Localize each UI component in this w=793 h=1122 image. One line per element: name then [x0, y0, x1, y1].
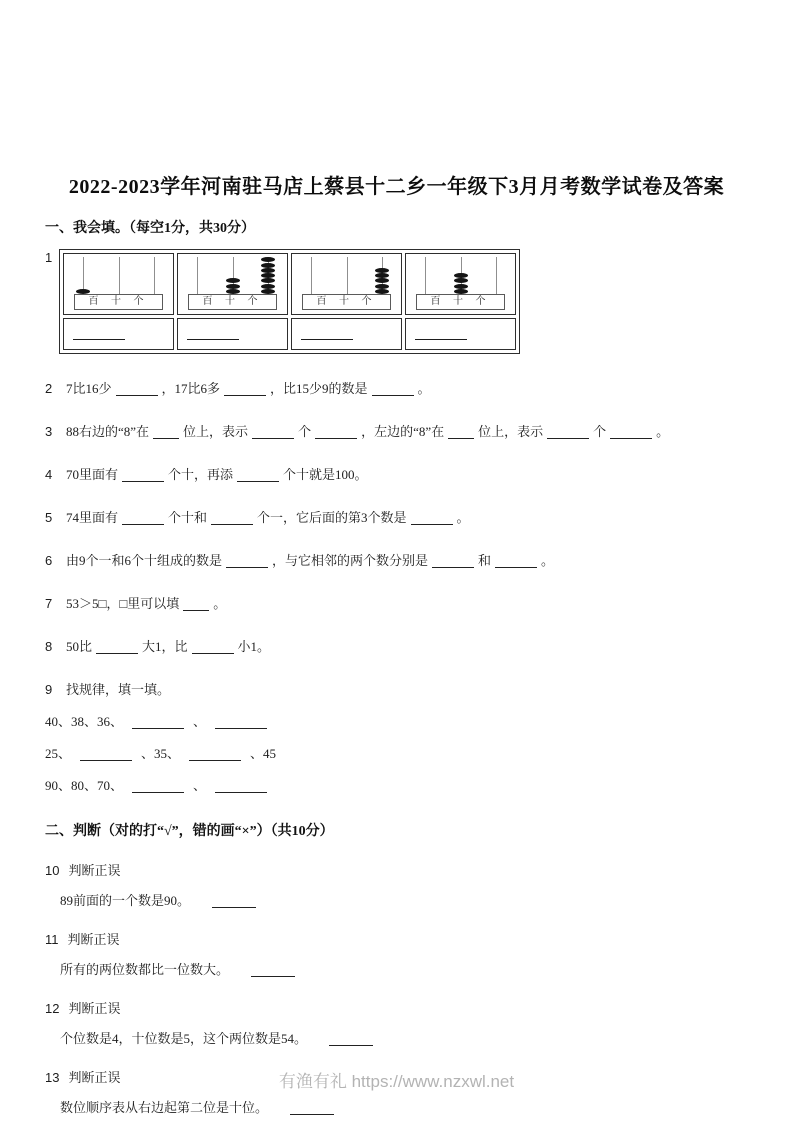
question-text: 88右边的“8”在 [66, 424, 150, 439]
sequence-text: 、35、 [141, 746, 181, 761]
judge-label: 判断正误 [68, 863, 121, 878]
abacus-place-labels: 百 十 个 [188, 294, 277, 310]
question-text: 大1，比 [142, 639, 188, 654]
answer-blank [329, 1033, 373, 1046]
abacus-bead [261, 257, 275, 262]
abacus-bead [454, 284, 468, 289]
question-number: 11 [45, 932, 59, 947]
answer-blank [411, 512, 453, 525]
answer-blank [132, 780, 184, 793]
question-8 [45, 636, 753, 655]
question-1 [45, 249, 753, 354]
answer-blank [80, 748, 132, 761]
abacus-bead [454, 289, 468, 294]
answer-blank [122, 512, 164, 525]
question-text: 74里面有 [66, 510, 119, 525]
abacus-bead [261, 268, 275, 273]
answer-blank [372, 383, 414, 396]
question-text: 。 [456, 510, 470, 525]
answer-blank [153, 426, 179, 439]
question-number: 13 [45, 1070, 60, 1085]
question-number: 4 [45, 467, 53, 482]
abacus-cell [177, 253, 288, 315]
answer-blank [132, 716, 184, 729]
sequence-line-3 [45, 775, 753, 794]
abacus-rod-hundreds [425, 257, 426, 294]
abacus-cell [63, 253, 174, 315]
abacus-figure [178, 254, 287, 314]
judge-statement: 数位顺序表从右边起第二位是十位。 [60, 1100, 269, 1115]
answer-blank [495, 555, 537, 568]
question-text: 70里面有 [66, 467, 119, 482]
question-text: 个一，它后面的第3个数是 [257, 510, 407, 525]
answer-blank [301, 339, 353, 340]
answer-blank [224, 383, 266, 396]
abacus-place-labels: 百 十 个 [416, 294, 505, 310]
question-12 [45, 998, 753, 1047]
judge-statement: 个位数是4，十位数是5，这个两位数是54。 [60, 1031, 308, 1046]
question-text: 53＞5□，□里可以填 [66, 596, 180, 611]
page-title: 2022-2023学年河南驻马店上蔡县十二乡一年级下3月月考数学试卷及答案 [68, 176, 725, 198]
question-number: 1 [45, 250, 53, 265]
question-7 [45, 593, 753, 612]
question-number: 5 [45, 510, 53, 525]
question-text: ，比15少9的数是 [270, 381, 368, 396]
abacus-rod-tens [347, 257, 348, 294]
abacus-place-labels: 百 十 个 [74, 294, 163, 310]
answer-cell [291, 318, 402, 350]
sequence-line-1 [45, 711, 753, 730]
question-text: 找规律，填一填。 [66, 682, 171, 697]
question-text: 小1。 [237, 639, 271, 654]
question-text: 个十就是100。 [283, 467, 368, 482]
question-text: 。 [417, 381, 431, 396]
abacus-cell [405, 253, 516, 315]
answer-blank [116, 383, 158, 396]
sequence-text: 40、38、36、 [45, 714, 124, 729]
abacus-bead [226, 289, 240, 294]
question-4 [45, 464, 753, 483]
question-text: 和 [478, 553, 492, 568]
question-text: 个十和 [168, 510, 208, 525]
abacus-place-labels: 百 十 个 [302, 294, 391, 310]
abacus-bead [454, 273, 468, 278]
watermark-footer: 有渔有礼 https://www.nzxwl.net [278, 1072, 515, 1091]
question-text: 位上，表示 [478, 424, 544, 439]
answer-blank [187, 339, 239, 340]
abacus-rod-tens [119, 257, 120, 294]
answer-blank [448, 426, 474, 439]
question-text: 个十，再添 [168, 467, 234, 482]
answer-blank [96, 641, 138, 654]
sequence-line-2 [45, 743, 753, 762]
abacus-bead [226, 278, 240, 283]
answer-row [63, 318, 516, 350]
abacus-bead [375, 268, 389, 273]
question-9 [45, 679, 753, 698]
question-text: 位上，表示 [183, 424, 249, 439]
answer-blank [547, 426, 589, 439]
question-text: 。 [656, 424, 670, 439]
judge-statement-line [45, 1097, 753, 1116]
answer-cell [177, 318, 288, 350]
answer-blank [189, 748, 241, 761]
question-text: 个 [593, 424, 607, 439]
sequence-text: 、 [193, 778, 207, 793]
abacus-bead [375, 289, 389, 294]
question-text: 由9个一和6个十组成的数是 [66, 553, 223, 568]
question-number: 6 [45, 553, 53, 568]
abacus-bead [226, 284, 240, 289]
judge-statement: 所有的两位数都比一位数大。 [60, 962, 230, 977]
judge-label-line [45, 929, 753, 948]
question-text: ，与它相邻的两个数分别是 [272, 553, 429, 568]
question-6 [45, 550, 753, 569]
question-text: 50比 [66, 639, 93, 654]
answer-blank [432, 555, 474, 568]
abacus-bead [375, 284, 389, 289]
answer-blank [252, 426, 294, 439]
answer-blank [183, 598, 209, 611]
question-text: ，17比6多 [161, 381, 221, 396]
answer-blank [122, 469, 164, 482]
question-5 [45, 507, 753, 526]
answer-blank [211, 512, 253, 525]
section2-header: 二、判断（对的打“√”，错的画“×”）（共10分） [45, 824, 334, 839]
question-number: 10 [45, 863, 60, 878]
abacus-bead [261, 273, 275, 278]
judge-label-line [45, 860, 753, 879]
judge-statement-line [45, 959, 753, 978]
sequence-text: 90、80、70、 [45, 778, 124, 793]
question-text: 。 [213, 596, 227, 611]
question-text: 。 [541, 553, 555, 568]
abacus-row [63, 253, 516, 315]
judge-label: 判断正误 [68, 1070, 121, 1085]
answer-blank [415, 339, 467, 340]
question-number: 9 [45, 682, 53, 697]
abacus-bead [261, 263, 275, 268]
question-number: 7 [45, 596, 53, 611]
answer-blank [192, 641, 234, 654]
abacus-rod-hundreds [197, 257, 198, 294]
abacus-figure [292, 254, 401, 314]
answer-blank [212, 895, 256, 908]
judge-label: 判断正误 [68, 1001, 121, 1016]
question-2 [45, 378, 753, 397]
question-1-table [59, 249, 520, 354]
sequence-text: 、45 [250, 746, 277, 761]
answer-cell [63, 318, 174, 350]
abacus-figure [64, 254, 173, 314]
abacus-bead [76, 289, 90, 294]
question-text: 7比16少 [66, 381, 112, 396]
answer-blank [226, 555, 268, 568]
section1-header: 一、我会填。（每空1分，共30分） [45, 221, 255, 236]
answer-blank [215, 780, 267, 793]
question-number: 8 [45, 639, 53, 654]
exam-content [0, 217, 793, 1116]
abacus-bead [261, 278, 275, 283]
question-text: ，左边的“8”在 [361, 424, 445, 439]
answer-cell [405, 318, 516, 350]
abacus-rod-ones [154, 257, 155, 294]
judge-statement-line [45, 1028, 753, 1047]
abacus-rod-hundreds [311, 257, 312, 294]
abacus-bead [454, 278, 468, 283]
answer-blank [251, 964, 295, 977]
answer-blank [610, 426, 652, 439]
abacus-bead [261, 289, 275, 294]
judge-statement: 89前面的一个数是90。 [60, 893, 191, 908]
question-number: 3 [45, 424, 53, 439]
sequence-text: 、 [193, 714, 207, 729]
answer-blank [215, 716, 267, 729]
sequence-text: 25、 [45, 746, 72, 761]
answer-blank [237, 469, 279, 482]
question-10 [45, 860, 753, 909]
abacus-rod-ones [496, 257, 497, 294]
question-number: 12 [45, 1001, 60, 1016]
judge-statement-line [45, 890, 753, 909]
abacus-bead [375, 278, 389, 283]
question-11 [45, 929, 753, 978]
answer-blank [290, 1102, 334, 1115]
question-3 [45, 421, 753, 440]
abacus-cell [291, 253, 402, 315]
judge-label: 判断正误 [67, 932, 120, 947]
judge-label-line [45, 998, 753, 1017]
abacus-bead [261, 284, 275, 289]
abacus-bead [375, 273, 389, 278]
answer-blank [73, 339, 125, 340]
abacus-figure [406, 254, 515, 314]
answer-blank [315, 426, 357, 439]
question-text: 个 [298, 424, 312, 439]
question-number: 2 [45, 381, 53, 396]
